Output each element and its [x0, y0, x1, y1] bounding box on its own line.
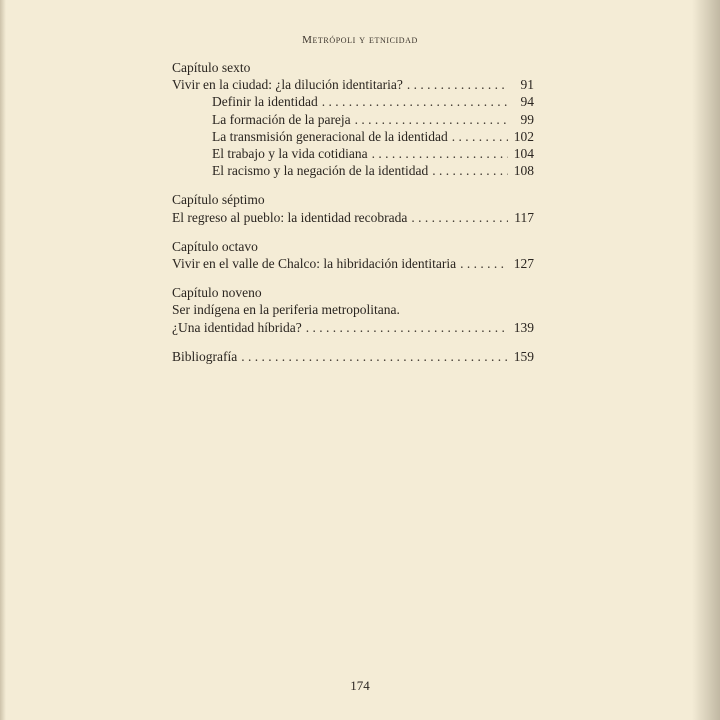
toc-subentry [172, 111, 534, 128]
entry-title: El trabajo y la vida cotidiana [212, 146, 368, 162]
toc-entry [172, 319, 534, 336]
page-number: 174 [350, 678, 370, 693]
dot-leader [407, 76, 508, 93]
dot-leader [322, 93, 508, 110]
chapter-label: Capítulo séptimo [172, 192, 265, 208]
entry-page-number: 94 [520, 94, 534, 110]
entry-title: Bibliografía [172, 348, 238, 364]
dot-leader [241, 348, 508, 365]
entry-title: Vivir en el valle de Chalco: la hibridación identitaria [172, 256, 457, 272]
chapter-label: Capítulo sexto [172, 60, 251, 75]
dot-leader [432, 162, 508, 179]
chapter-title-line: Ser indígena en la periferia metropolitana. [172, 302, 400, 318]
toc-subentry [172, 128, 534, 145]
toc-subentry [172, 93, 534, 110]
entry-title: ¿Una identidad híbrida? [172, 319, 302, 335]
toc-entry [172, 348, 534, 365]
entry-page-number: 104 [513, 146, 534, 162]
entry-page-number: 117 [514, 209, 534, 225]
toc-subentry [172, 145, 534, 162]
dot-leader [411, 209, 508, 226]
dot-leader [372, 145, 508, 162]
toc-entry [172, 255, 534, 272]
entry-page-number: 91 [520, 77, 534, 93]
toc-subentry [172, 162, 534, 179]
running-head: Metrópoli y etnicidad [302, 34, 418, 46]
toc-section [172, 348, 534, 365]
spine-shadow [692, 0, 720, 720]
entry-page-number: 139 [513, 319, 534, 335]
entry-title: El racismo y la negación de la identidad [212, 163, 429, 179]
entry-page-number: 159 [513, 348, 534, 364]
toc-section [172, 284, 534, 336]
entry-page-number: 99 [520, 111, 534, 127]
entry-title: La transmisión generacional de la identidad [212, 128, 448, 144]
entry-page-number: 102 [513, 128, 534, 144]
entry-title: La formación de la pareja [212, 111, 351, 127]
entry-page-number: 108 [513, 163, 534, 179]
entry-title: Definir la identidad [212, 94, 318, 110]
toc-section [172, 238, 534, 272]
toc-section [172, 59, 534, 179]
chapter-label: Capítulo noveno [172, 285, 262, 301]
toc-entry [172, 209, 534, 226]
dot-leader [460, 255, 508, 272]
entry-title: El regreso al pueblo: la identidad recobrada [172, 209, 408, 225]
dot-leader [306, 319, 508, 336]
dot-leader [452, 128, 508, 145]
dot-leader [355, 111, 508, 128]
entry-page-number: 127 [513, 256, 534, 272]
entry-title: Vivir en la ciudad: ¿la dilución identitaria? [172, 77, 403, 93]
toc-section [172, 191, 534, 225]
toc-entry [172, 76, 534, 93]
chapter-label: Capítulo octavo [172, 238, 258, 254]
page-left-edge [0, 0, 6, 720]
table-of-contents [172, 59, 534, 377]
